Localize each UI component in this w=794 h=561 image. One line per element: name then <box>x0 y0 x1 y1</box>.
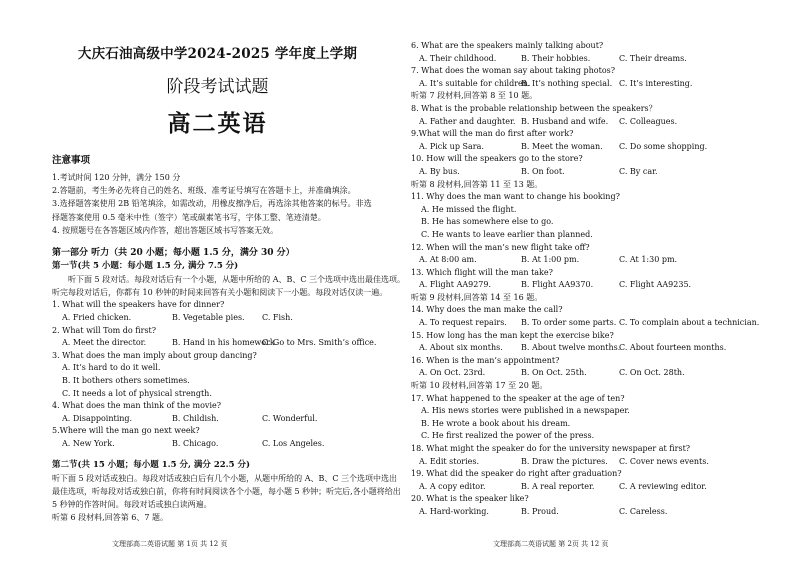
answer-option: A. Pick up Sara. <box>419 141 484 151</box>
material-note: 听第 10 段材料,回答第 17 至 20 题。 <box>411 381 548 391</box>
question-stem: 8. What is the probable relationship between the speakers？ <box>411 103 657 113</box>
option-row <box>52 337 383 350</box>
option-row <box>411 116 784 129</box>
question-stem: 4. What does the man think of the movie? <box>52 401 222 411</box>
answer-option: A. Their childhood. <box>419 53 497 63</box>
question-stem: 16. When is the man’s appointment? <box>411 355 560 365</box>
answer-option: B. Hand in his homework. <box>172 338 278 348</box>
answer-option: C. About fourteen months. <box>619 343 727 353</box>
answer-option: A. New York. <box>62 438 115 448</box>
answer-option: C. On Oct. 28th. <box>619 368 685 378</box>
option-row <box>52 413 383 426</box>
notice-item: 择题答案使用 0.5 毫米中性（签字）笔或碳素笔书写，字体工整、笔迹清楚。 <box>52 212 326 222</box>
part1-heading: 第一部分 听力（共 20 小题；每小题 1.5 分，满分 30 分） <box>52 248 295 259</box>
option-row <box>411 342 784 355</box>
answer-option: A. It’s hard to do it well. <box>62 363 161 373</box>
answer-option: A. He missed the flight. <box>421 204 517 214</box>
option-row <box>52 312 383 325</box>
answer-option: C. Go to Mrs. Smith’s office. <box>262 338 377 348</box>
answer-option: C. Flight AA9235. <box>619 280 692 290</box>
answer-option: C. Wonderful. <box>262 413 318 423</box>
answer-option: B. About twelve months. <box>521 343 621 353</box>
answer-option: A. Flight AA9279. <box>419 280 492 290</box>
answer-option: A. By bus. <box>419 166 460 176</box>
answer-option: C. It needs a lot of physical strength. <box>62 388 212 398</box>
section2-heading: 第二节(共 15 小题；每小题 1.5 分, 满分 22.5 分) <box>52 459 251 470</box>
page-footer-right: 文理部高二英语试题 第 2页 共 12 页 <box>493 540 609 548</box>
answer-option: B. Childish. <box>172 413 219 423</box>
answer-option: B. To order some parts. <box>521 318 617 328</box>
answer-option: C. Fish. <box>262 313 293 323</box>
question-stem: 7. What does the woman say about taking photos? <box>411 66 616 76</box>
answer-option: A. On Oct. 23rd. <box>419 368 486 378</box>
answer-option: C. To complain about a technician. <box>619 318 760 328</box>
section1-instruction: 听完每段对话后，你都有 10 秒钟的时间来回答有关小题和阅读下一小题。每段对话仅读一遍。 <box>52 288 388 298</box>
answer-option: A. His news stories were published in a newspaper. <box>421 406 630 416</box>
answer-option: B. On foot. <box>521 166 565 176</box>
question-stem: 15. How long has the man kept the exercise bike? <box>411 330 614 340</box>
answer-option: A. It’s suitable for children. <box>419 78 531 88</box>
answer-option: A. Meet the director. <box>62 338 147 348</box>
subject-title: 高二英语 <box>167 110 268 137</box>
answer-option: B. Vegetable pies. <box>172 313 245 323</box>
section2-instruction: 5 秒钟的作答时间。每段对话或独白读两遍。 <box>52 499 212 509</box>
answer-option: B. He has somewhere else to go. <box>421 217 554 227</box>
notice-heading: 注意事项 <box>52 155 91 166</box>
answer-option: A. Edit stories. <box>419 456 480 466</box>
question-stem: 5.Where will the man go next week? <box>52 426 200 436</box>
answer-option: B. Meet the woman. <box>521 141 603 151</box>
answer-option: B. Chicago. <box>172 438 219 448</box>
option-row <box>411 506 784 519</box>
answer-option: C. Careless. <box>619 506 668 516</box>
answer-option: B. Flight AA9370. <box>521 280 594 290</box>
answer-option: C. At 1:30 pm. <box>619 255 678 265</box>
question-stem: 10. How will the speakers go to the store? <box>411 154 583 164</box>
section1-instruction: 听下面 5 段对话。每段对话后有一个小题，从题中所给的 A、B、C 三个选项中选出最佳选项。 <box>68 275 406 285</box>
question-stem: 17. What happened to the speaker at the age of ten? <box>411 393 625 403</box>
answer-option: C. He first realized the power of the press. <box>421 431 595 441</box>
answer-option: B. Their hobbies. <box>521 53 591 63</box>
notice-item: 1.考试时间 120 分钟，满分 150 分 <box>52 173 181 182</box>
option-row <box>411 166 784 179</box>
notice-item: 4. 按照题号在各答题区域内作答，超出答题区域书写答案无效。 <box>52 225 279 235</box>
question-stem: 12. When will the man’s new flight take off? <box>411 242 590 252</box>
question-stem: 2. What will Tom do first? <box>52 325 157 335</box>
question-stem: 1. What will the speakers have for dinner? <box>52 300 225 310</box>
question-stem: 18. What might the speaker do for the university newspaper at first? <box>411 444 691 453</box>
exam-title: 阶段考试试题 <box>166 77 269 97</box>
answer-option: C. Their dreams. <box>619 53 687 63</box>
question-stem: 14. Why does the man make the call? <box>411 305 563 315</box>
section2-instruction: 最佳选项，听每段对话或独白前，你将有时间阅读各个小题，每小题 5 秒钟；听完后,各小题将给出 <box>52 486 401 496</box>
question-stem: 6. What are the speakers mainly talking about? <box>411 41 604 50</box>
answer-option: B. It bothers others sometimes. <box>62 375 190 385</box>
left-question-list <box>52 299 383 450</box>
section2-instruction: 听下面 5 段对话或独白。每段对话或独白后有几个小题，从题中所给的 A、B、C 三个选项中选出 <box>52 473 398 483</box>
option-row <box>411 78 784 91</box>
option-row <box>52 438 383 451</box>
answer-option: A. Fried chicken. <box>62 313 132 323</box>
answer-option: A. A copy editor. <box>419 481 486 491</box>
answer-option: A. About six months. <box>419 343 503 353</box>
answer-option: C. Cover news events. <box>619 456 709 466</box>
question-stem: 19. What did the speaker do right after graduation? <box>411 469 622 479</box>
option-row <box>411 481 784 494</box>
answer-option: A. Disappointing. <box>62 413 133 423</box>
answer-option: B. At 1:00 pm. <box>521 255 580 265</box>
right-question-list <box>411 40 784 519</box>
page-footer-left: 文理部高二英语试题 第 1页 共 12 页 <box>112 540 228 548</box>
answer-option: C. A reviewing editor. <box>619 481 707 491</box>
answer-option: C. Colleagues. <box>619 116 678 126</box>
notice-item: 3.选择题答案使用 2B 铅笔填涂，如需改动，用橡皮擦净后，再选涂其他答案的标号。非选 <box>52 199 372 209</box>
option-row <box>411 141 784 154</box>
option-row <box>411 367 784 380</box>
option-row <box>411 456 784 469</box>
question-stem: 11. Why does the man want to change his booking? <box>411 192 620 202</box>
answer-option: C. It’s interesting. <box>619 78 693 88</box>
answer-option: B. On Oct. 25th. <box>521 368 587 378</box>
question-stem: 9.What will the man do first after work? <box>411 129 574 139</box>
answer-option: C. Do some shopping. <box>619 141 708 151</box>
notice-item: 2.答题前，考生务必先将自己的姓名、班级、准考证号填写在答题卡上，并准确填涂。 <box>52 186 356 196</box>
material-note: 听第 7 段材料,回答第 8 至 10 题。 <box>411 91 538 101</box>
option-row <box>411 317 784 330</box>
option-row <box>411 254 784 267</box>
question-stem: 13. Which flight will the man take? <box>411 267 553 277</box>
section2-instruction: 听第 6 段材料,回答第 6、7 题。 <box>52 513 168 523</box>
answer-option: B. A real reporter. <box>521 481 595 491</box>
option-row <box>411 279 784 292</box>
option-row <box>411 53 784 66</box>
answer-option: C. Los Angeles. <box>262 438 325 448</box>
answer-option: C. By car. <box>619 166 658 176</box>
material-note: 听第 8 段材料,回答第 11 至 13 题。 <box>411 179 543 189</box>
answer-option: B. Draw the pictures. <box>521 456 608 466</box>
answer-option: A. To request repairs. <box>419 318 507 328</box>
answer-option: A. At 8:00 am. <box>419 255 477 265</box>
answer-option: A. Father and daughter. <box>419 116 516 126</box>
answer-option: B. Proud. <box>521 506 559 516</box>
answer-option: A. Hard-working. <box>419 506 489 516</box>
question-stem: 20. What is the speaker like? <box>411 494 529 504</box>
school-title: 大庆石油高级中学2024-2025 学年度上学期 <box>77 46 358 62</box>
section1-heading: 第一节(共 5 小题：每小题 1.5 分, 满分 7.5 分) <box>52 261 239 272</box>
answer-option: B. He wrote a book about his dream. <box>421 418 571 428</box>
answer-option: B. Husband and wife. <box>521 116 609 126</box>
question-stem: 3. What does the man imply about group dancing? <box>52 350 257 360</box>
material-note: 听第 9 段材料,回答第 14 至 16 题。 <box>411 292 543 302</box>
page-right <box>397 0 794 561</box>
answer-option: C. He wants to leave earlier than planned. <box>421 229 593 239</box>
answer-option: B. It’s nothing special. <box>521 78 613 88</box>
